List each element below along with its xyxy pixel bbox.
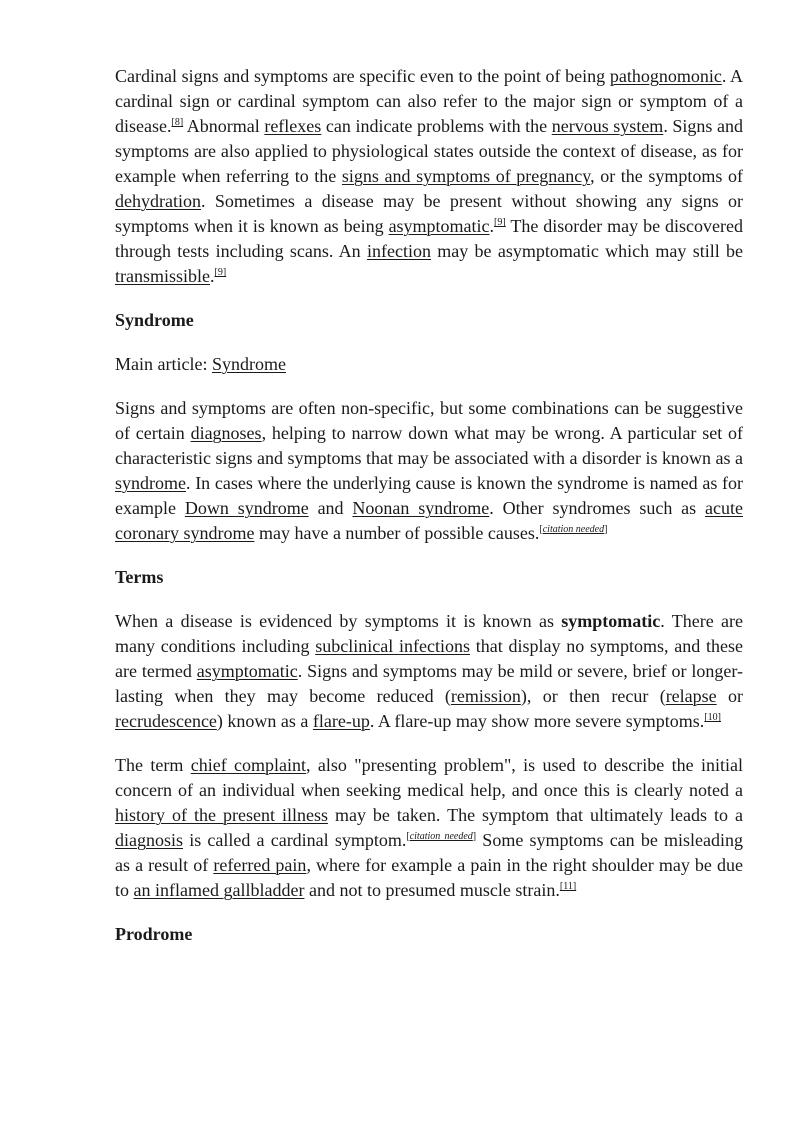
- chief-complaint-link[interactable]: chief complaint: [190, 755, 307, 775]
- history-of-present-illness-link[interactable]: history of the present illness: [115, 805, 328, 825]
- text: , where for example a pain in the right shoulder may be due to: [115, 855, 744, 900]
- main-article-note: [115, 352, 743, 377]
- text: ) known as a: [216, 711, 313, 731]
- syndrome-link[interactable]: syndrome: [115, 473, 186, 493]
- citation-needed[interactable]: [406, 831, 476, 842]
- text: . In cases where the underlying cause is known the syndrome is named as for example: [115, 473, 743, 518]
- infection-link[interactable]: infection: [366, 241, 431, 261]
- relapse-link[interactable]: relapse: [665, 686, 717, 706]
- reference-11-link[interactable]: [11]: [559, 881, 577, 892]
- bracket-close: ]: [604, 524, 608, 535]
- signs-and-symptoms-of-pregnancy-link[interactable]: signs and symptoms of pregnancy: [341, 166, 591, 186]
- noonan-syndrome-link[interactable]: Noonan syndrome: [352, 498, 490, 518]
- reference-11[interactable]: [560, 881, 576, 892]
- terms-heading: Terms: [115, 567, 164, 587]
- reference-9-link[interactable]: [9]: [494, 217, 506, 228]
- symptomatic-bold: symptomatic: [561, 611, 661, 631]
- diagnosis-link[interactable]: diagnosis: [115, 830, 184, 850]
- reference-9[interactable]: [494, 217, 506, 228]
- text: ), or then recur (: [520, 686, 666, 706]
- syndrome-heading: Syndrome: [115, 310, 194, 330]
- referred-pain-link[interactable]: referred pain: [213, 855, 307, 875]
- bracket-close: ]: [472, 831, 477, 842]
- acute-coronary-syndrome-link[interactable]: acute coronary syndrome: [115, 498, 743, 543]
- text: or: [716, 686, 743, 706]
- text: Abnormal: [183, 116, 265, 136]
- text: When a disease is evidenced by symptoms it is known as: [115, 611, 562, 631]
- text: .: [210, 266, 215, 286]
- text: , helping to narrow down what may be wrong. A particular set of characteristic signs and symptoms that may be associated with a disorder is known as a: [115, 423, 744, 468]
- text: and not to presumed muscle strain.: [304, 880, 560, 900]
- nervous-system-link[interactable]: nervous system: [551, 116, 664, 136]
- diagnoses-link[interactable]: diagnoses: [190, 423, 262, 443]
- down-syndrome-link[interactable]: Down syndrome: [184, 498, 309, 518]
- remission-link[interactable]: remission: [450, 686, 521, 706]
- syndrome-paragraph: [115, 396, 743, 546]
- text: . Signs and symptoms may be mild or severe, brief or longer-lasting when they may become reduced (: [115, 661, 743, 706]
- text: . Other syndromes such as: [489, 498, 706, 518]
- text: may be taken. The symptom that ultimately leads to a: [327, 805, 743, 825]
- reference-10-link[interactable]: [10]: [704, 712, 721, 723]
- text: The disorder may be discovered through tests including scans. An: [115, 216, 743, 261]
- text: that display no symptoms, and these are termed: [115, 636, 743, 681]
- transmissible-link[interactable]: transmissible: [115, 266, 210, 286]
- text: may be asymptomatic which may still be: [430, 241, 743, 261]
- reference-9[interactable]: [215, 267, 227, 278]
- text: and: [308, 498, 353, 518]
- text: may have a number of possible causes.: [254, 523, 540, 543]
- pathognomonic-link[interactable]: pathognomonic: [609, 66, 722, 86]
- text: Some symptoms can be misleading as a result of: [115, 830, 744, 875]
- subclinical-infections-link[interactable]: subclinical infections: [315, 636, 470, 656]
- text: can indicate problems with the: [321, 116, 552, 136]
- flare-up-link[interactable]: flare-up: [312, 711, 370, 731]
- text: Cardinal signs and symptoms are specific even to the point of being: [115, 66, 610, 86]
- main-article-prefix: Main article:: [115, 354, 212, 374]
- text: . A cardinal sign or cardinal symptom can also refer to the major sign or symptom of a disease.: [115, 66, 743, 136]
- asymptomatic-link[interactable]: asymptomatic: [196, 661, 298, 681]
- text: . Sometimes a disease may be present without showing any signs or symptoms when it is known as being: [115, 191, 743, 236]
- reference-10[interactable]: [704, 712, 721, 723]
- cardinal-signs-paragraph: [115, 64, 743, 289]
- reference-9-link[interactable]: [9]: [214, 267, 227, 278]
- text: .: [489, 216, 495, 236]
- terms-paragraph: [115, 609, 743, 734]
- main-article-syndrome-link[interactable]: Syndrome: [211, 354, 286, 374]
- text: , or the symptoms of: [590, 166, 743, 186]
- text: Signs and symptoms are often non-specific, but some combinations can be suggestive of certain: [115, 398, 743, 443]
- reference-8[interactable]: [171, 117, 183, 128]
- text: , also "presenting problem", is used to describe the initial concern of an individual when seeking medical help, and once this is clearly noted a: [115, 755, 743, 800]
- inflamed-gallbladder-link[interactable]: an inflamed gallbladder: [133, 880, 305, 900]
- text: The term: [115, 755, 191, 775]
- bracket-open: [: [539, 524, 543, 535]
- reflexes-link[interactable]: reflexes: [264, 116, 322, 136]
- citation-needed[interactable]: [539, 524, 607, 535]
- text: . A flare-up may show more severe symptoms.: [369, 711, 705, 731]
- citation-needed-link[interactable]: citation needed: [409, 831, 473, 842]
- citation-needed-link[interactable]: citation needed: [542, 524, 605, 535]
- article-body: [115, 64, 743, 966]
- reference-8-link[interactable]: [8]: [171, 117, 184, 128]
- text: is called a cardinal symptom.: [183, 830, 407, 850]
- recrudescence-link[interactable]: recrudescence: [115, 711, 217, 731]
- prodrome-heading: Prodrome: [115, 924, 193, 944]
- asymptomatic-link[interactable]: asymptomatic: [388, 216, 490, 236]
- dehydration-link[interactable]: dehydration: [115, 191, 201, 211]
- chief-complaint-paragraph: [115, 753, 743, 903]
- text: . Signs and symptoms are also applied to physiological states outside the context of disease, as for example when referring to the: [115, 116, 743, 186]
- bracket-open: [: [406, 831, 410, 842]
- text: . There are many conditions including: [115, 611, 743, 656]
